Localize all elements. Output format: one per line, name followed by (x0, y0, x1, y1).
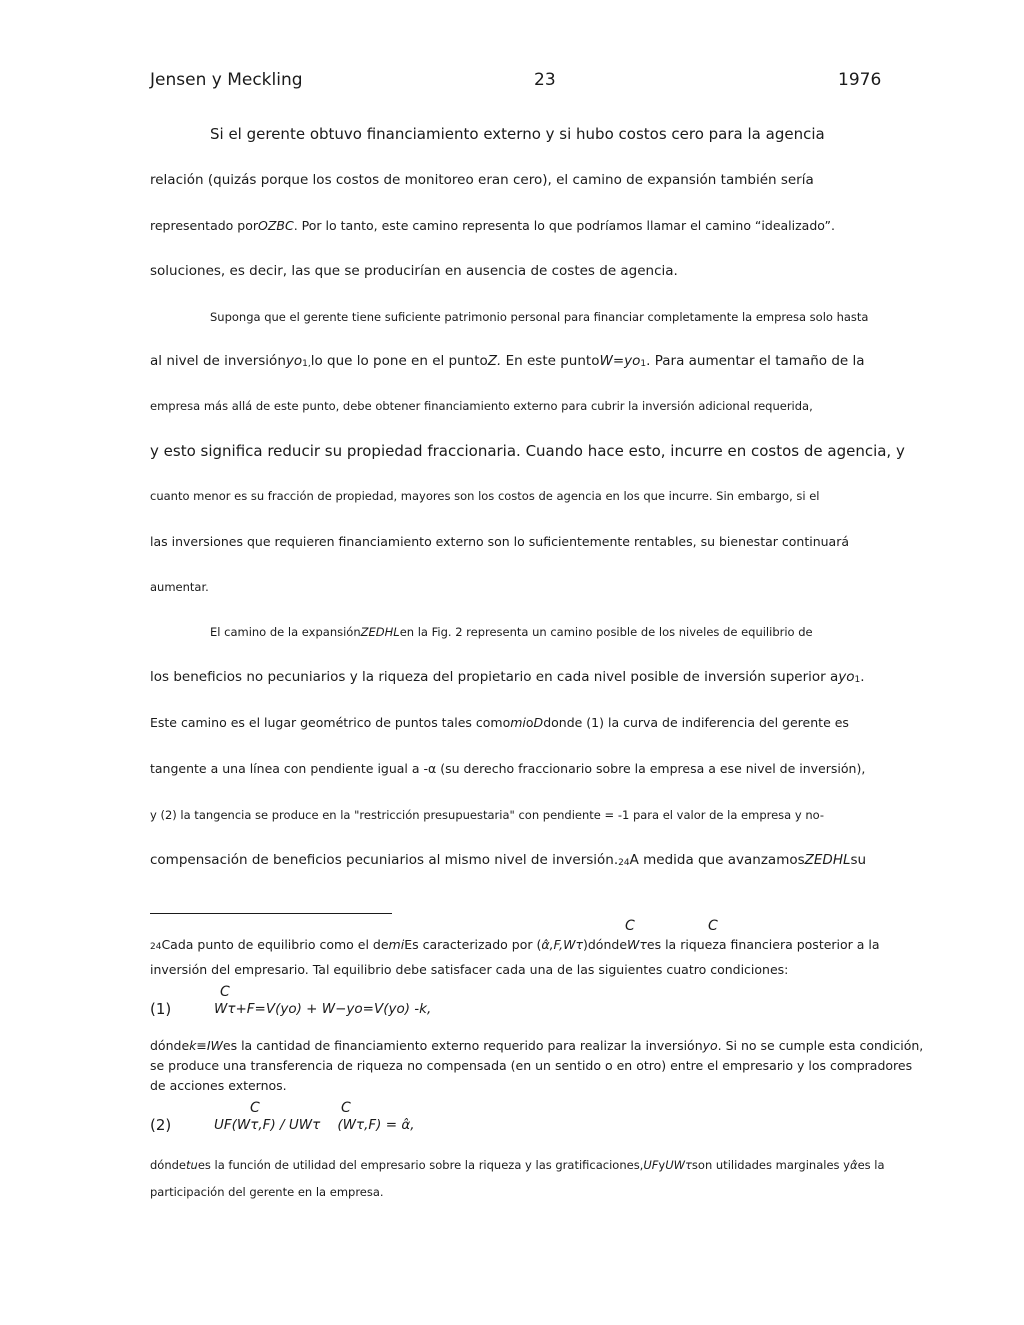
page-number: 23 (534, 70, 556, 90)
body-line: tangente a una línea con pendiente igual a -α (su derecho fraccionario sobre la empresa a ese nivel de inversión), (150, 761, 866, 776)
body-line: aumentar. (150, 580, 209, 594)
footnote-line: se produce una transferencia de riqueza no compensada (en un sentido o en otro) entre el empresario y los compradores (150, 1058, 913, 1073)
body-line: compensación de beneficios pecuniarios al mismo nivel de inversión.24A medida que avanzamosZEDHLsu (150, 852, 867, 868)
body-line: las inversiones que requieren financiamiento externo son lo suficientemente rentables, su bienestar continuará (150, 534, 849, 549)
footnote-line: 24Cada punto de equilibrio como el demiEs caracterizado por (α̂,F,Wτ)dóndeWτes la riqueza financiera posterior a la (150, 937, 880, 952)
body-line: empresa más allá de este punto, debe obtener financiamiento externo para cubrir la inversión adicional requerida, (150, 399, 813, 413)
body-line: Suponga que el gerente tiene suficiente patrimonio personal para financiar completamente la empresa solo hasta (210, 310, 869, 324)
superscript-c: C (625, 918, 635, 934)
body-line: al nivel de inversiónyo1,lo que lo pone en el puntoZ. En este puntoW=yo1. Para aumentar el tamaño de la (150, 353, 865, 369)
body-line: y (2) la tangencia se produce en la "restricción presupuestaria" con pendiente = -1 para el valor de la empresa y no- (150, 808, 825, 822)
footnote-line: participación del gerente en la empresa. (150, 1185, 384, 1199)
superscript-c: C (341, 1100, 351, 1116)
equation-number: (1) (150, 1000, 172, 1018)
body-line: soluciones, es decir, las que se producirían en ausencia de costes de agencia. (150, 263, 678, 279)
body-line: relación (quizás porque los costos de monitoreo eran cero), el camino de expansión también sería (150, 172, 814, 188)
superscript-c: C (708, 918, 718, 934)
body-line: y esto significa reducir su propiedad fraccionaria. Cuando hace esto, incurre en costos de agencia, y (150, 442, 905, 460)
body-line: Si el gerente obtuvo financiamiento externo y si hubo costos cero para la agencia (210, 125, 825, 143)
body-line: cuanto menor es su fracción de propiedad, mayores son los costos de agencia en los que incurre. Sin embargo, si el (150, 489, 820, 503)
body-line: los beneficios no pecuniarios y la riqueza del propietario en cada nivel posible de inversión superior ayo1. (150, 669, 865, 685)
footnote-line: de acciones externos. (150, 1078, 287, 1093)
equation-2: UF(Wτ,F) / UWτ (Wτ,F) = α̂, (214, 1117, 415, 1133)
running-header-year: 1976 (838, 70, 882, 90)
footnote-line: dóndetues la función de utilidad del empresario sobre la riqueza y las gratificaciones,UFyUWτson utilidades marginales yα̂es la (150, 1158, 885, 1172)
footnote-line: inversión del empresario. Tal equilibrio debe satisfacer cada una de las siguientes cuatro condiciones: (150, 962, 789, 977)
footnote-divider (150, 913, 392, 914)
body-line: representado porOZBC. Por lo tanto, este camino representa lo que podríamos llamar el camino “idealizado”. (150, 218, 835, 233)
body-line: Este camino es el lugar geométrico de puntos tales comomioDdonde (1) la curva de indiferencia del gerente es (150, 715, 849, 730)
equation-number: (2) (150, 1116, 172, 1134)
running-header-authors: Jensen y Meckling (150, 70, 303, 90)
footnote-line: dóndek≡IWes la cantidad de financiamiento externo requerido para realizar la inversiónyo. Si no se cumple esta condición, (150, 1038, 924, 1053)
superscript-c: C (250, 1100, 260, 1116)
equation-1: Wτ+F=V(yo) + W−yo=V(yo) -k, (214, 1001, 432, 1017)
body-line: El camino de la expansiónZEDHLen la Fig. 2 representa un camino posible de los niveles de equilibrio de (210, 625, 813, 639)
superscript-c: C (220, 984, 230, 1000)
